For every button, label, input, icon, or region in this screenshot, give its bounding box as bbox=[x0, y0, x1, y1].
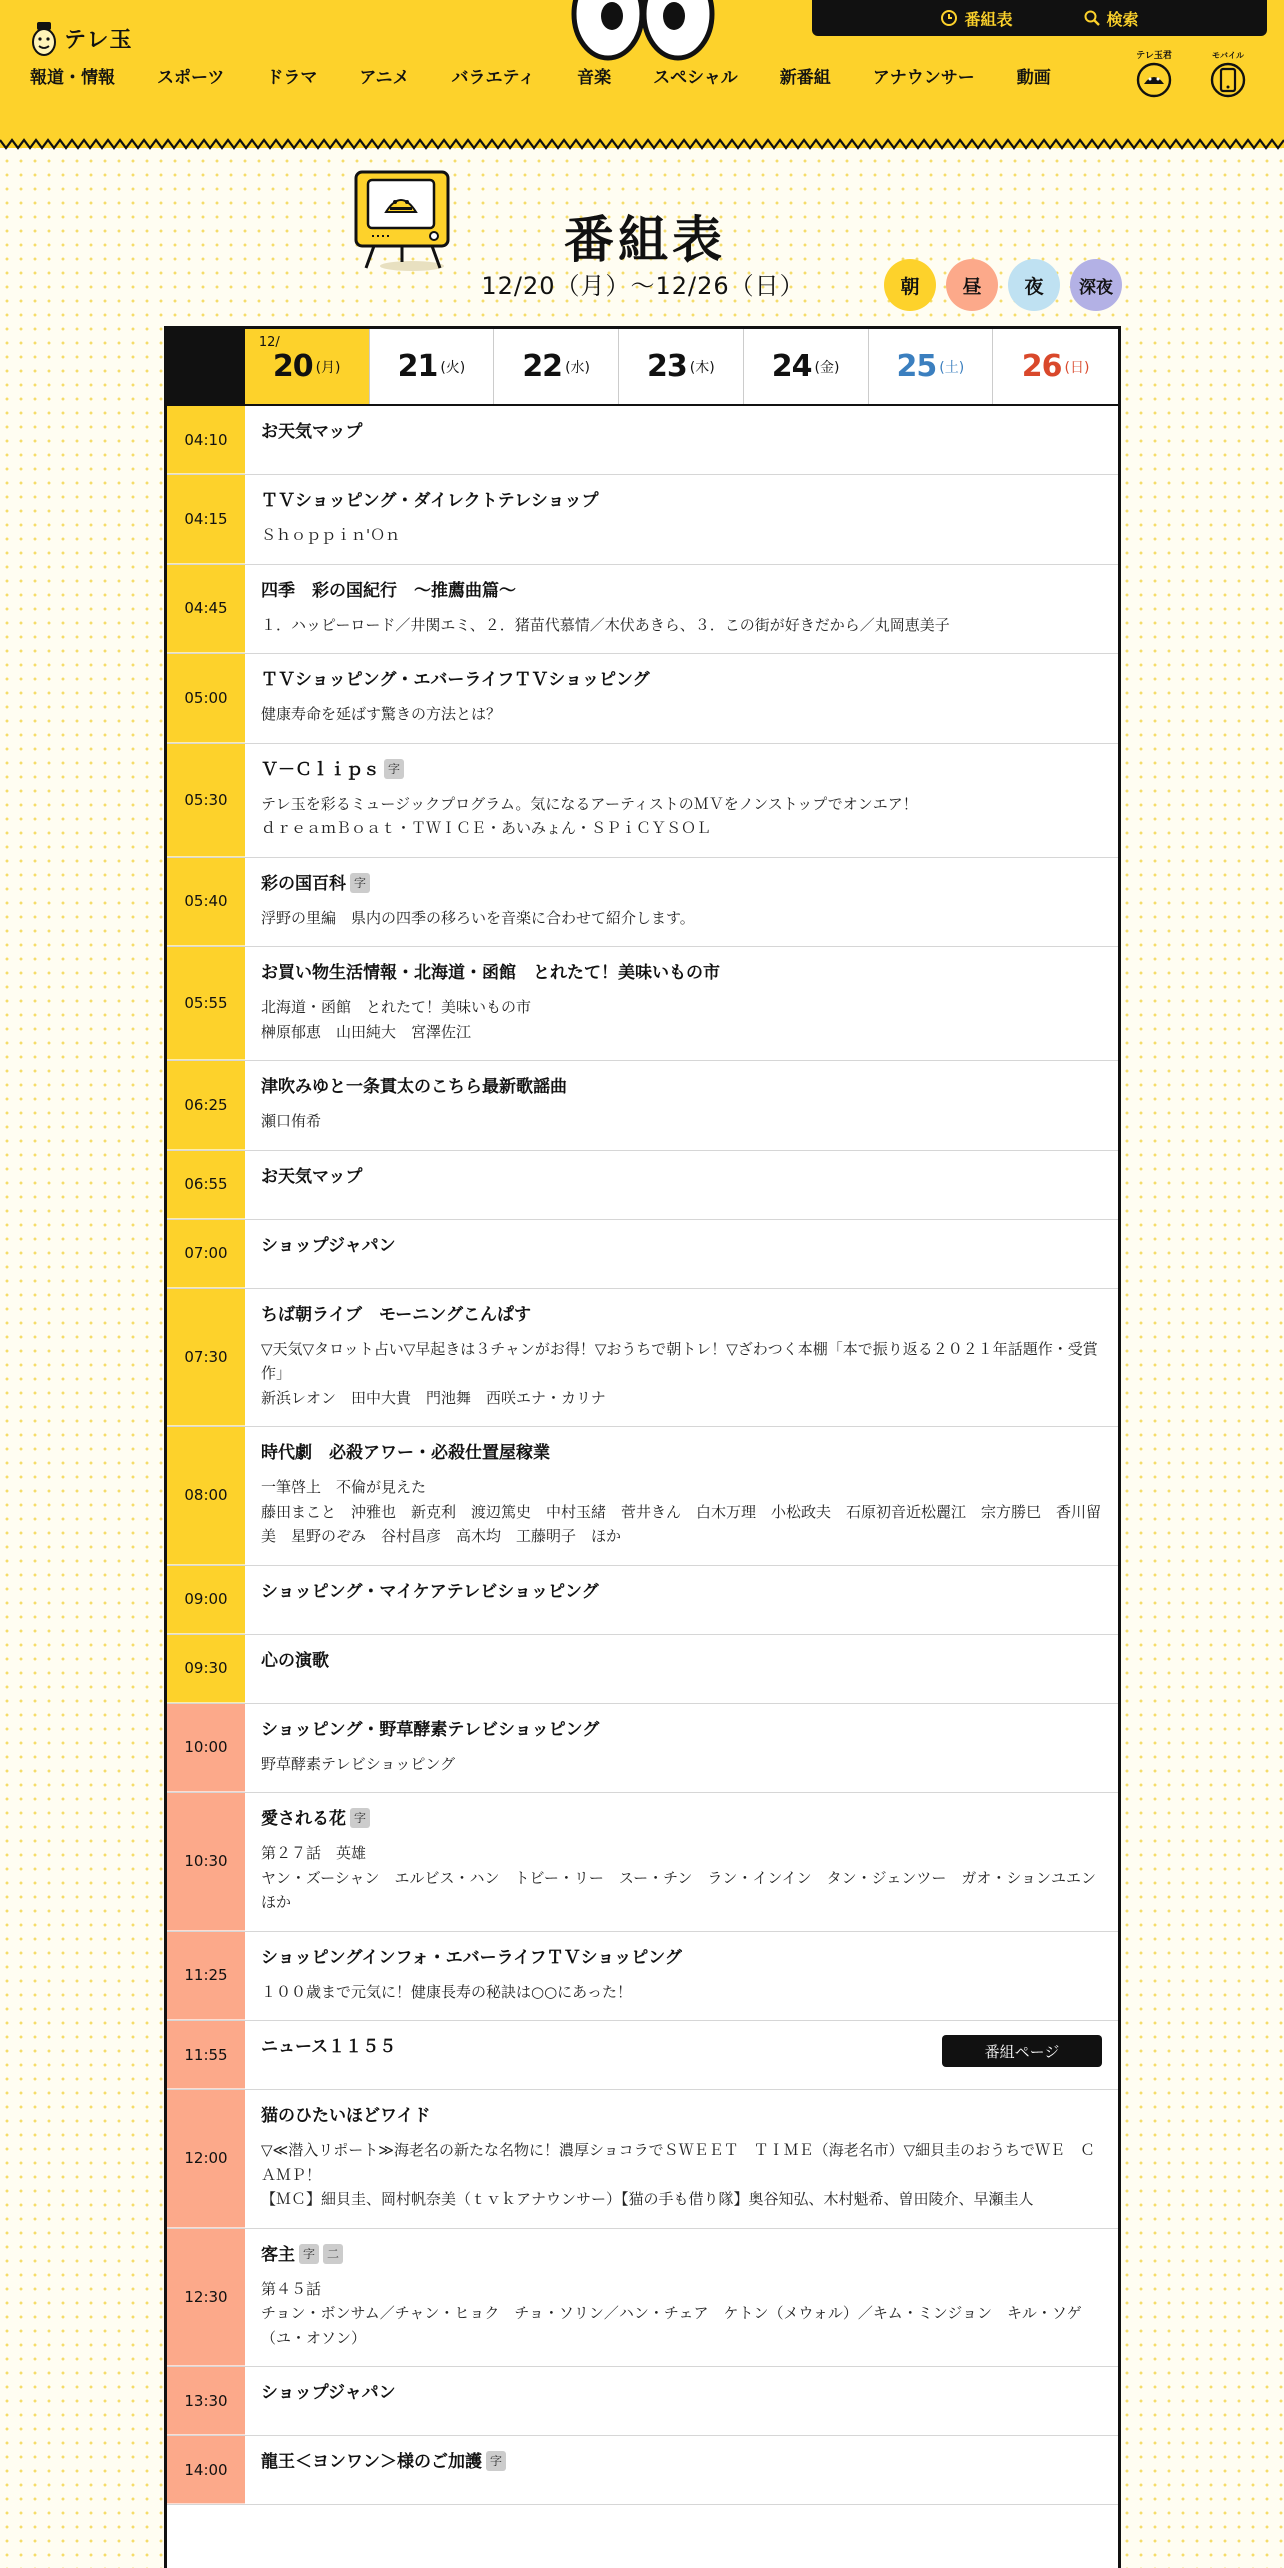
time-of-day-night[interactable]: 夜 bbox=[1008, 259, 1060, 311]
program-time: 10:30 bbox=[167, 1793, 245, 1931]
program-time: 07:30 bbox=[167, 1289, 245, 1427]
subtitle-badge: 字 bbox=[350, 1808, 370, 1828]
search-link[interactable] bbox=[1083, 7, 1139, 30]
program-row[interactable] bbox=[167, 947, 1118, 1061]
page-title: 番組表 bbox=[564, 211, 726, 269]
day-tab-month: 12/ bbox=[258, 335, 280, 350]
program-info bbox=[245, 2229, 1118, 2367]
program-description: ▽≪潜入リポート≫海老名の新たな名物に！濃厚ショコラでＳＷＥＥＴ ＴＩＭＥ（海老名市）▽細貝圭のおうちでＷＥ ＣＡＭＰ！ 【ＭＣ】細貝圭、岡村帆奈美（ｔｖｋアナウンサー）【猫の手も借り隊】奥谷知弘、木村魁希、曽田陵介、早瀬圭人 bbox=[261, 2141, 1096, 2208]
program-info bbox=[245, 1151, 1118, 1219]
program-time: 08:00 bbox=[167, 1427, 245, 1565]
program-info bbox=[245, 1932, 1118, 2021]
nav-item-anime[interactable]: アニメ bbox=[359, 67, 410, 88]
program-list bbox=[167, 406, 1118, 2505]
clock-icon bbox=[940, 9, 958, 27]
program-title-line bbox=[261, 2381, 1102, 2405]
program-title[interactable]: 愛される花 bbox=[261, 1809, 346, 1829]
program-info bbox=[245, 475, 1118, 564]
program-info bbox=[245, 406, 1118, 474]
nav-item-music[interactable]: 音楽 bbox=[577, 67, 612, 88]
tv-mascot-icon bbox=[352, 168, 462, 272]
program-time: 11:55 bbox=[167, 2021, 245, 2089]
program-title[interactable]: ショップジャパン bbox=[261, 2383, 396, 2403]
day-tab-weekday: (土) bbox=[939, 359, 965, 376]
day-tabs bbox=[167, 329, 1118, 406]
program-title-line bbox=[261, 2104, 1102, 2128]
nav-item-video[interactable]: 動画 bbox=[1016, 67, 1051, 88]
day-tab-21[interactable] bbox=[370, 329, 495, 404]
program-title[interactable]: 時代劇 必殺アワー・必殺仕置屋稼業 bbox=[261, 1443, 550, 1463]
day-tab-25[interactable] bbox=[869, 329, 994, 404]
program-info bbox=[245, 1061, 1118, 1150]
program-title[interactable]: ショッピングインフォ・エバーライフＴＶショッピング bbox=[261, 1947, 682, 1968]
program-title[interactable]: 心の演歌 bbox=[261, 1650, 329, 1671]
program-description: 北海道・函館 とれたて！美味いもの市 榊原郁恵 山田純大 宮澤佐江 bbox=[261, 998, 532, 1041]
program-description: 野草酵素テレビショッピング bbox=[261, 1754, 456, 1773]
program-info bbox=[245, 858, 1118, 947]
program-row[interactable] bbox=[167, 2436, 1118, 2505]
search-icon bbox=[1083, 9, 1101, 27]
program-title-line bbox=[261, 1303, 1102, 1327]
program-time: 14:00 bbox=[167, 2436, 245, 2504]
search-link-label: 検索 bbox=[1106, 9, 1139, 29]
program-title-line bbox=[261, 961, 1102, 985]
program-time: 04:10 bbox=[167, 406, 245, 474]
program-title-line bbox=[261, 1234, 1102, 1258]
mascot-logo-icon bbox=[30, 18, 58, 58]
program-info bbox=[245, 1427, 1118, 1565]
program-time: 09:30 bbox=[167, 1635, 245, 1703]
nav-item-announcers[interactable]: アナウンサー bbox=[872, 67, 975, 88]
site-logo[interactable] bbox=[30, 16, 140, 60]
program-row[interactable] bbox=[167, 2367, 1118, 2436]
schedule-link-label: 番組表 bbox=[964, 9, 1013, 29]
program-title[interactable]: ショッピング・野草酵素テレビショッピング bbox=[261, 1719, 600, 1740]
program-row[interactable] bbox=[167, 744, 1118, 858]
program-title-line bbox=[261, 1807, 1102, 1831]
program-title[interactable]: 龍王＜ヨンワン＞様のご加護 bbox=[261, 2452, 482, 2472]
time-of-day-daytime[interactable]: 昼 bbox=[946, 259, 998, 311]
program-time: 05:30 bbox=[167, 744, 245, 857]
nav-item-sports[interactable]: スポーツ bbox=[157, 67, 225, 88]
subtitle-badge: 字 bbox=[384, 759, 404, 779]
day-tab-date: 23 bbox=[647, 349, 687, 384]
program-info bbox=[245, 2021, 1118, 2089]
program-time: 07:00 bbox=[167, 1220, 245, 1288]
program-row[interactable] bbox=[167, 565, 1118, 655]
program-info bbox=[245, 1793, 1118, 1931]
main-nav bbox=[30, 62, 1051, 88]
program-title-line bbox=[261, 1580, 1102, 1604]
program-info bbox=[245, 1566, 1118, 1634]
program-row[interactable] bbox=[167, 1566, 1118, 1635]
program-title[interactable]: 客主 bbox=[261, 2244, 295, 2265]
day-tab-date: 20 bbox=[272, 349, 313, 384]
schedule-link[interactable] bbox=[940, 7, 1012, 30]
program-row[interactable] bbox=[167, 2229, 1118, 2368]
program-time: 05:00 bbox=[167, 654, 245, 743]
program-schedule bbox=[164, 326, 1121, 2568]
program-title[interactable]: ＴＶショッピング・ダイレクトテレショップ bbox=[261, 491, 599, 511]
program-title-line bbox=[261, 420, 1102, 444]
day-tab-weekday: (月) bbox=[315, 359, 341, 376]
program-title-line bbox=[261, 2243, 1102, 2267]
nav-item-drama[interactable]: ドラマ bbox=[266, 67, 318, 88]
bilingual-badge: 二 bbox=[323, 2244, 343, 2264]
logo-text: テレ玉 bbox=[64, 27, 133, 53]
program-time: 04:45 bbox=[167, 565, 245, 654]
program-title[interactable]: お天気マップ bbox=[261, 422, 363, 442]
program-row[interactable] bbox=[167, 2021, 1118, 2090]
program-time: 04:15 bbox=[167, 475, 245, 564]
day-tab-weekday: (水) bbox=[565, 359, 590, 376]
mascot-eyes-icon bbox=[568, 0, 718, 62]
program-description: 浮野の里編 県内の四季の移ろいを音楽に合わせて紹介します。 bbox=[261, 908, 695, 927]
program-description: 第４５話 チョン・ボンサム／チャン・ヒョク チョ・ソリン／ハン・チェア ケトン（メウォル）／キム・ミンジョン キル・ソゲ（ユ・オソン） bbox=[261, 2279, 1082, 2347]
program-time: 06:55 bbox=[167, 1151, 245, 1219]
date-range: 12/20（月）〜12/26（日） bbox=[481, 272, 805, 300]
program-description: Ｓｈｏｐｐｉｎ'Ｏｎ bbox=[261, 526, 401, 544]
program-time: 12:00 bbox=[167, 2090, 245, 2228]
program-info bbox=[245, 947, 1118, 1060]
program-info bbox=[245, 1635, 1118, 1703]
header-zigzag-edge bbox=[0, 132, 1284, 152]
program-title[interactable]: ニュース１１５５ bbox=[261, 2037, 397, 2057]
day-tab-weekday: (金) bbox=[814, 359, 840, 376]
day-tab-date: 22 bbox=[522, 349, 563, 384]
day-tab-20[interactable] bbox=[245, 329, 370, 404]
program-info bbox=[245, 1704, 1118, 1793]
program-title-line bbox=[261, 1075, 1102, 1099]
program-info bbox=[245, 1289, 1118, 1427]
svg-text:モバイル: モバイル bbox=[1212, 51, 1244, 60]
time-of-day-late-night[interactable]: 深夜 bbox=[1070, 259, 1122, 311]
program-description: 瀬口侑希 bbox=[261, 1112, 322, 1130]
day-tab-weekday: (木) bbox=[689, 359, 715, 376]
program-info bbox=[245, 2436, 1118, 2504]
svg-text:テレ玉君: テレ玉君 bbox=[1136, 51, 1172, 61]
program-row[interactable] bbox=[167, 1220, 1118, 1289]
program-info bbox=[245, 654, 1118, 743]
program-title-line bbox=[261, 1946, 1102, 1970]
program-row[interactable] bbox=[167, 1151, 1118, 1220]
program-title[interactable]: 彩の国百科 bbox=[261, 873, 346, 894]
program-description: 一筆啓上 不倫が見えた 藤田まこと 沖雅也 新克利 渡辺篤史 中村玉緒 菅井きん 白木万理 小松政夫 石原初音近松麗江 宗方勝巳 香川留美 星野のぞみ 谷村昌彦 高木均 工藤明子 ほか bbox=[261, 1478, 1102, 1545]
program-time: 06:25 bbox=[167, 1061, 245, 1150]
program-title-line bbox=[261, 1649, 1102, 1673]
program-description: テレ玉を彩るミュージックプログラム。気になるアーティストのＭＶをノンストップでオンエア！ ｄｒｅａｍＢｏａｔ・ＴＷＩＣＥ・あいみょん・ＳＰｉＣＹＳＯＬ bbox=[261, 794, 918, 837]
program-title-line bbox=[261, 1441, 1102, 1465]
day-tab-23[interactable] bbox=[619, 329, 744, 404]
day-tab-date: 24 bbox=[771, 349, 812, 384]
program-description: ▽天気▽タロット占い▽早起きは３チャンがお得！▽おうちで朝トレ！▽ざわつく本棚「本で振り返る２０２１年話題作・受賞作」 新浜レオン 田中大貴 門池舞 西咲エナ・カリナ bbox=[261, 1339, 1098, 1407]
subtitle-badge: 字 bbox=[486, 2451, 506, 2471]
program-row[interactable] bbox=[167, 1793, 1118, 1932]
program-time: 10:00 bbox=[167, 1704, 245, 1793]
program-title[interactable]: ちば朝ライブ モーニングこんぱす bbox=[261, 1304, 531, 1325]
program-row[interactable] bbox=[167, 1635, 1118, 1704]
day-tab-date: 25 bbox=[896, 349, 937, 384]
day-tab-22[interactable] bbox=[494, 329, 619, 404]
program-title-line bbox=[261, 489, 1102, 513]
program-info bbox=[245, 744, 1118, 857]
program-title[interactable]: ショッピング・マイケアテレビショッピング bbox=[261, 1581, 599, 1602]
program-time: 11:25 bbox=[167, 1932, 245, 2021]
program-title[interactable]: 四季 彩の国紀行 ～推薦曲篇～ bbox=[261, 580, 516, 601]
program-info bbox=[245, 565, 1118, 654]
day-tabs-corner bbox=[167, 329, 245, 404]
program-row[interactable] bbox=[167, 475, 1118, 565]
program-row[interactable] bbox=[167, 1932, 1118, 2022]
program-title[interactable]: お買い物生活情報・北海道・函館 とれたて！美味いもの市 bbox=[261, 963, 720, 983]
program-title[interactable]: 津吹みゆと一条貫太のこちら最新歌謡曲 bbox=[261, 1077, 567, 1097]
site-header bbox=[0, 0, 1284, 148]
program-description: １．ハッピーロード／井関エミ、２．猪苗代慕情／木伏あきら、３．この街が好きだから／丸岡恵美子 bbox=[261, 615, 950, 634]
program-time: 05:40 bbox=[167, 858, 245, 947]
program-row[interactable] bbox=[167, 858, 1118, 948]
nav-item-variety[interactable]: バラエティ bbox=[451, 67, 536, 88]
program-title[interactable]: ショップジャパン bbox=[261, 1235, 396, 1256]
program-row[interactable] bbox=[167, 1704, 1118, 1794]
day-tab-weekday: (日) bbox=[1064, 359, 1090, 376]
program-info bbox=[245, 1220, 1118, 1288]
program-title-line bbox=[261, 872, 1102, 896]
program-row[interactable] bbox=[167, 1061, 1118, 1151]
nav-item-new-programs[interactable]: 新番組 bbox=[779, 67, 831, 88]
program-title-line bbox=[261, 2450, 1102, 2474]
program-row[interactable] bbox=[167, 654, 1118, 744]
program-row[interactable] bbox=[167, 1289, 1118, 1428]
program-title-line bbox=[261, 579, 1102, 603]
day-tab-24[interactable] bbox=[744, 329, 869, 404]
program-title-line bbox=[261, 1165, 1102, 1189]
nav-item-special[interactable]: スペシャル bbox=[653, 67, 738, 88]
program-time: 13:30 bbox=[167, 2367, 245, 2435]
program-title[interactable]: 猫のひたいほどワイド bbox=[261, 2106, 431, 2126]
program-title-line bbox=[261, 1718, 1102, 1742]
program-time: 09:00 bbox=[167, 1566, 245, 1634]
program-info bbox=[245, 2367, 1118, 2435]
program-page-button[interactable]: 番組ページ bbox=[942, 2035, 1102, 2067]
program-title[interactable]: Ｖ－Ｃｌｉｐｓ bbox=[261, 759, 380, 780]
time-of-day-morning[interactable]: 朝 bbox=[884, 259, 936, 311]
program-time: 05:55 bbox=[167, 947, 245, 1060]
program-title[interactable]: お天気マップ bbox=[261, 1166, 363, 1187]
day-tab-weekday: (火) bbox=[440, 359, 466, 376]
day-tab-26[interactable] bbox=[993, 329, 1118, 404]
nav-item-news[interactable]: 報道・情報 bbox=[30, 67, 115, 88]
program-row[interactable] bbox=[167, 2090, 1118, 2229]
mascot-icon[interactable] bbox=[1132, 48, 1176, 98]
program-info bbox=[245, 2090, 1118, 2228]
subtitle-badge: 字 bbox=[350, 873, 370, 893]
program-title-line bbox=[261, 758, 1102, 782]
program-description: １００歳まで元気に！健康長寿の秘訣は○○にあった！ bbox=[261, 1982, 633, 2001]
subtitle-badge: 字 bbox=[299, 2244, 319, 2264]
day-tab-date: 26 bbox=[1021, 349, 1062, 384]
program-row[interactable] bbox=[167, 1427, 1118, 1566]
program-time: 12:30 bbox=[167, 2229, 245, 2367]
day-tab-date: 21 bbox=[397, 349, 438, 384]
program-title[interactable]: ＴＶショッピング・エバーライフＴＶショッピング bbox=[261, 670, 650, 690]
program-row[interactable] bbox=[167, 406, 1118, 475]
program-title-line bbox=[261, 668, 1102, 692]
top-utility-bar bbox=[812, 0, 1267, 36]
program-description: 第２７話 英雄 ヤン・ズーシャン エルビス・ハン トビー・リー スー・チン ラン・インイン タン・ジェンツー ガオ・ションユエン ほか bbox=[261, 1844, 1097, 1911]
program-description: 健康寿命を延ばす驚きの方法とは？ bbox=[261, 705, 502, 723]
mobile-icon[interactable] bbox=[1206, 48, 1250, 98]
